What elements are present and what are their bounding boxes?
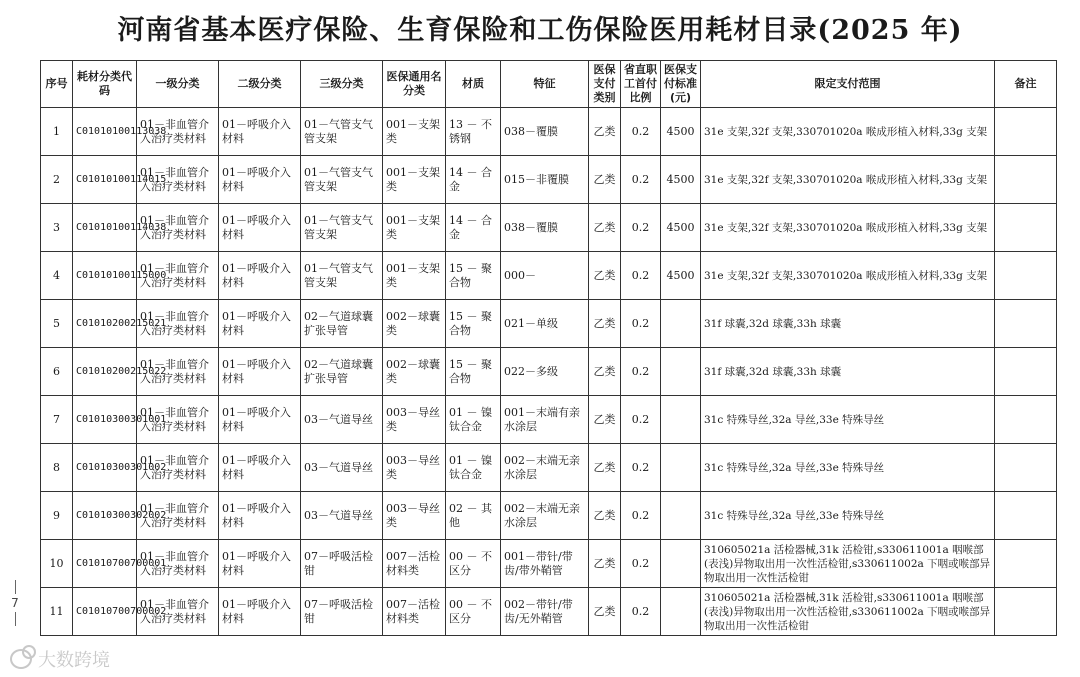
payment-scope-cell: 31c 特殊导丝,32a 导丝,33e 特殊导丝 — [701, 444, 995, 492]
copay-ratio-cell: 0.2 — [621, 492, 661, 540]
level2-category-cell: 01－呼吸介入材料 — [219, 204, 301, 252]
page-number-text: 7 — [11, 596, 19, 610]
category-code-cell: C01010300301001 — [73, 396, 137, 444]
category-code-cell: C01010700700002 — [73, 588, 137, 636]
row-index-cell: 10 — [41, 540, 73, 588]
feature-cell: 038－覆膜 — [501, 204, 589, 252]
table-row — [41, 396, 1057, 444]
feature-cell: 001－末端有亲水涂层 — [501, 396, 589, 444]
payment-category-cell: 乙类 — [589, 588, 621, 636]
remarks-cell — [995, 396, 1057, 444]
generic-name-category-cell: 003－导丝类 — [383, 492, 446, 540]
remarks-cell — [995, 588, 1057, 636]
payment-scope-cell: 31e 支架,32f 支架,330701020a 喉成形植入材料,33g 支架 — [701, 204, 995, 252]
level2-category-cell: 01－呼吸介入材料 — [219, 396, 301, 444]
generic-name-category-cell: 001－支架类 — [383, 108, 446, 156]
payment-scope-cell: 310605021a 活检器械,31k 活检钳,s330611001a 咽喉部(表浅)异物取出用一次性活检钳,s330611002a 下咽或喉部异物取出用一次性活检钳 — [701, 540, 995, 588]
header-code: 耗材分类代码 — [73, 61, 137, 108]
header-material: 材质 — [446, 61, 501, 108]
category-code-cell: C01010700700001 — [73, 540, 137, 588]
row-index-cell: 9 — [41, 492, 73, 540]
payment-category-cell: 乙类 — [589, 444, 621, 492]
generic-name-category-cell: 007－活检材料类 — [383, 540, 446, 588]
payment-scope-cell: 31c 特殊导丝,32a 导丝,33e 特殊导丝 — [701, 396, 995, 444]
copay-ratio-cell: 0.2 — [621, 540, 661, 588]
row-index-cell: 5 — [41, 300, 73, 348]
header-payment-limit: 医保支付标准(元) — [661, 61, 701, 108]
level3-category-cell: 02－气道球囊扩张导管 — [301, 348, 383, 396]
row-index-cell: 4 — [41, 252, 73, 300]
document-title: 河南省基本医疗保险、生育保险和工伤保险医用耗材目录(2025 年) — [117, 15, 963, 46]
level1-category-cell: 01－非血管介入治疗类材料 — [137, 108, 219, 156]
table-row — [41, 492, 1057, 540]
material-cell: 00 － 不区分 — [446, 540, 501, 588]
generic-name-category-cell: 001－支架类 — [383, 156, 446, 204]
generic-name-category-cell: 001－支架类 — [383, 252, 446, 300]
header-feature: 特征 — [501, 61, 589, 108]
copay-ratio-cell: 0.2 — [621, 444, 661, 492]
payment-scope-cell: 31f 球囊,32d 球囊,33h 球囊 — [701, 300, 995, 348]
level2-category-cell: 01－呼吸介入材料 — [219, 348, 301, 396]
copay-ratio-cell: 0.2 — [621, 348, 661, 396]
category-code-cell: C01010100113038 — [73, 108, 137, 156]
payment-limit-cell — [661, 540, 701, 588]
header-copay-ratio: 省直职工首付比例 — [621, 61, 661, 108]
watermark-logo-icon — [10, 649, 32, 669]
consumables-catalog-table — [40, 60, 1057, 636]
level3-category-cell: 01－气管支气管支架 — [301, 156, 383, 204]
copay-ratio-cell: 0.2 — [621, 252, 661, 300]
remarks-cell — [995, 492, 1057, 540]
copay-ratio-cell: 0.2 — [621, 396, 661, 444]
level1-category-cell: 01－非血管介入治疗类材料 — [137, 348, 219, 396]
header-level1: 一级分类 — [137, 61, 219, 108]
level1-category-cell: 01－非血管介入治疗类材料 — [137, 204, 219, 252]
row-index-cell: 7 — [41, 396, 73, 444]
row-index-cell: 8 — [41, 444, 73, 492]
header-payment-category: 医保支付类别 — [589, 61, 621, 108]
payment-limit-cell: 4500 — [661, 108, 701, 156]
table-row — [41, 204, 1057, 252]
payment-limit-cell — [661, 492, 701, 540]
level1-category-cell: 01－非血管介入治疗类材料 — [137, 540, 219, 588]
level1-category-cell: 01－非血管介入治疗类材料 — [137, 300, 219, 348]
level1-category-cell: 01－非血管介入治疗类材料 — [137, 444, 219, 492]
table-row — [41, 348, 1057, 396]
payment-limit-cell: 4500 — [661, 252, 701, 300]
copay-ratio-cell: 0.2 — [621, 300, 661, 348]
copay-ratio-cell: 0.2 — [621, 588, 661, 636]
feature-cell: 001－带针/带齿/带外鞘管 — [501, 540, 589, 588]
feature-cell: 002－带针/带齿/无外鞘管 — [501, 588, 589, 636]
level2-category-cell: 01－呼吸介入材料 — [219, 156, 301, 204]
material-cell: 15 － 聚合物 — [446, 300, 501, 348]
table-row — [41, 252, 1057, 300]
payment-category-cell: 乙类 — [589, 540, 621, 588]
level3-category-cell: 01－气管支气管支架 — [301, 204, 383, 252]
payment-scope-cell: 310605021a 活检器械,31k 活检钳,s330611001a 咽喉部(表浅)异物取出用一次性活检钳,s330611002a 下咽或喉部异物取出用一次性活检钳 — [701, 588, 995, 636]
category-code-cell: C01010100114038 — [73, 204, 137, 252]
category-code-cell: C01010100115000 — [73, 252, 137, 300]
header-remarks: 备注 — [995, 61, 1057, 108]
payment-limit-cell: 4500 — [661, 156, 701, 204]
material-cell: 13 － 不锈钢 — [446, 108, 501, 156]
table-row — [41, 444, 1057, 492]
category-code-cell: C01010100114015 — [73, 156, 137, 204]
copay-ratio-cell: 0.2 — [621, 108, 661, 156]
level3-category-cell: 07－呼吸活检钳 — [301, 540, 383, 588]
level2-category-cell: 01－呼吸介入材料 — [219, 588, 301, 636]
material-cell: 14 － 合金 — [446, 204, 501, 252]
payment-category-cell: 乙类 — [589, 492, 621, 540]
level2-category-cell: 01－呼吸介入材料 — [219, 300, 301, 348]
feature-cell: 002－末端无亲水涂层 — [501, 492, 589, 540]
header-level3: 三级分类 — [301, 61, 383, 108]
remarks-cell — [995, 540, 1057, 588]
payment-limit-cell — [661, 444, 701, 492]
generic-name-category-cell: 002－球囊类 — [383, 300, 446, 348]
feature-cell: 022－多级 — [501, 348, 589, 396]
generic-name-category-cell: 003－导丝类 — [383, 444, 446, 492]
generic-name-category-cell: 002－球囊类 — [383, 348, 446, 396]
level1-category-cell: 01－非血管介入治疗类材料 — [137, 156, 219, 204]
header-generic-name: 医保通用名分类 — [383, 61, 446, 108]
table-row — [41, 588, 1057, 636]
feature-cell: 015－非覆膜 — [501, 156, 589, 204]
payment-limit-cell — [661, 396, 701, 444]
level1-category-cell: 01－非血管介入治疗类材料 — [137, 588, 219, 636]
generic-name-category-cell: 007－活检材料类 — [383, 588, 446, 636]
payment-category-cell: 乙类 — [589, 252, 621, 300]
level2-category-cell: 01－呼吸介入材料 — [219, 444, 301, 492]
feature-cell: 038－覆膜 — [501, 108, 589, 156]
level3-category-cell: 07－呼吸活检钳 — [301, 588, 383, 636]
material-cell: 02 － 其他 — [446, 492, 501, 540]
material-cell: 01 － 镍钛合金 — [446, 444, 501, 492]
level2-category-cell: 01－呼吸介入材料 — [219, 492, 301, 540]
header-level2: 二级分类 — [219, 61, 301, 108]
material-cell: 15 － 聚合物 — [446, 252, 501, 300]
row-index-cell: 11 — [41, 588, 73, 636]
payment-category-cell: 乙类 — [589, 204, 621, 252]
remarks-cell — [995, 204, 1057, 252]
material-cell: 15 － 聚合物 — [446, 348, 501, 396]
level3-category-cell: 02－气道球囊扩张导管 — [301, 300, 383, 348]
table-row — [41, 108, 1057, 156]
payment-category-cell: 乙类 — [589, 396, 621, 444]
page-dash-top — [15, 580, 16, 594]
level3-category-cell: 03－气道导丝 — [301, 396, 383, 444]
table-header — [41, 61, 1057, 108]
payment-limit-cell — [661, 300, 701, 348]
level1-category-cell: 01－非血管介入治疗类材料 — [137, 492, 219, 540]
remarks-cell — [995, 348, 1057, 396]
header-row — [41, 61, 1057, 108]
generic-name-category-cell: 001－支架类 — [383, 204, 446, 252]
level2-category-cell: 01－呼吸介入材料 — [219, 108, 301, 156]
level1-category-cell: 01－非血管介入治疗类材料 — [137, 252, 219, 300]
payment-limit-cell — [661, 348, 701, 396]
table-row — [41, 540, 1057, 588]
payment-category-cell: 乙类 — [589, 156, 621, 204]
watermark — [10, 646, 110, 672]
watermark-text: 大数跨境 — [38, 650, 110, 671]
page-number — [8, 578, 22, 628]
level1-category-cell: 01－非血管介入治疗类材料 — [137, 396, 219, 444]
table-body — [41, 108, 1057, 636]
category-code-cell: C01010300302002 — [73, 492, 137, 540]
payment-scope-cell: 31f 球囊,32d 球囊,33h 球囊 — [701, 348, 995, 396]
category-code-cell: C01010200215021 — [73, 300, 137, 348]
payment-limit-cell: 4500 — [661, 204, 701, 252]
payment-scope-cell: 31e 支架,32f 支架,330701020a 喉成形植入材料,33g 支架 — [701, 108, 995, 156]
remarks-cell — [995, 156, 1057, 204]
level3-category-cell: 01－气管支气管支架 — [301, 252, 383, 300]
payment-scope-cell: 31e 支架,32f 支架,330701020a 喉成形植入材料,33g 支架 — [701, 156, 995, 204]
copay-ratio-cell: 0.2 — [621, 204, 661, 252]
payment-scope-cell: 31c 特殊导丝,32a 导丝,33e 特殊导丝 — [701, 492, 995, 540]
page-dash-bottom — [15, 612, 16, 626]
row-index-cell: 3 — [41, 204, 73, 252]
level2-category-cell: 01－呼吸介入材料 — [219, 252, 301, 300]
payment-category-cell: 乙类 — [589, 108, 621, 156]
category-code-cell: C01010300301002 — [73, 444, 137, 492]
payment-category-cell: 乙类 — [589, 300, 621, 348]
row-index-cell: 6 — [41, 348, 73, 396]
remarks-cell — [995, 444, 1057, 492]
level3-category-cell: 03－气道导丝 — [301, 444, 383, 492]
row-index-cell: 1 — [41, 108, 73, 156]
material-cell: 14 － 合金 — [446, 156, 501, 204]
payment-scope-cell: 31e 支架,32f 支架,330701020a 喉成形植入材料,33g 支架 — [701, 252, 995, 300]
level2-category-cell: 01－呼吸介入材料 — [219, 540, 301, 588]
remarks-cell — [995, 108, 1057, 156]
material-cell: 01 － 镍钛合金 — [446, 396, 501, 444]
payment-limit-cell — [661, 588, 701, 636]
feature-cell: 002－末端无亲水涂层 — [501, 444, 589, 492]
level3-category-cell: 01－气管支气管支架 — [301, 108, 383, 156]
table-row — [41, 156, 1057, 204]
feature-cell: 021－单级 — [501, 300, 589, 348]
category-code-cell: C01010200215022 — [73, 348, 137, 396]
header-index: 序号 — [41, 61, 73, 108]
copay-ratio-cell: 0.2 — [621, 156, 661, 204]
generic-name-category-cell: 003－导丝类 — [383, 396, 446, 444]
material-cell: 00 － 不区分 — [446, 588, 501, 636]
level3-category-cell: 03－气道导丝 — [301, 492, 383, 540]
table-row — [41, 300, 1057, 348]
feature-cell: 000－ — [501, 252, 589, 300]
row-index-cell: 2 — [41, 156, 73, 204]
remarks-cell — [995, 300, 1057, 348]
header-payment-scope: 限定支付范围 — [701, 61, 995, 108]
remarks-cell — [995, 252, 1057, 300]
payment-category-cell: 乙类 — [589, 348, 621, 396]
